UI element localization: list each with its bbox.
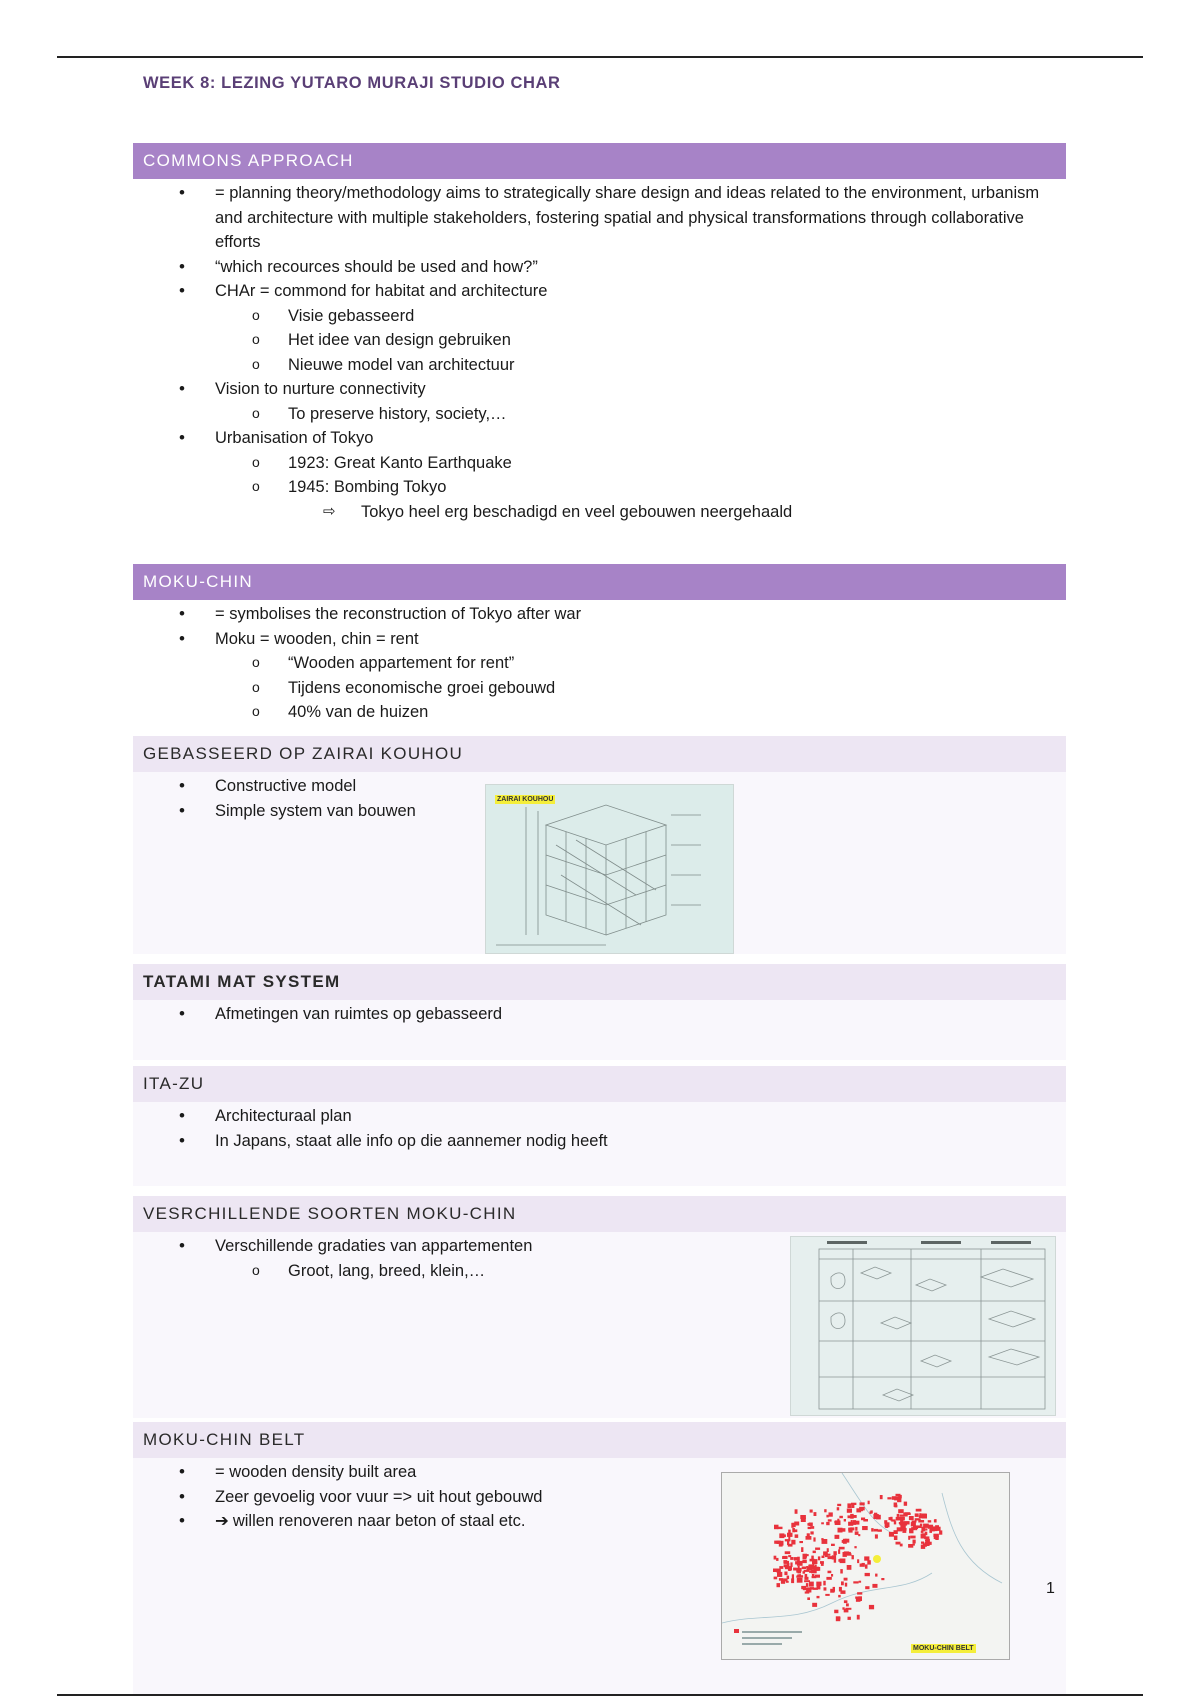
density-mark — [795, 1534, 799, 1538]
density-mark — [806, 1554, 808, 1556]
density-mark — [867, 1560, 871, 1564]
density-mark — [809, 1582, 814, 1587]
density-mark — [865, 1573, 870, 1576]
density-mark — [829, 1512, 833, 1516]
sub-list-item: o Tijdens economische groei gebouwd — [133, 676, 1066, 701]
density-mark — [773, 1569, 779, 1573]
density-mark — [904, 1502, 907, 1506]
density-mark — [874, 1529, 878, 1532]
density-mark — [791, 1578, 794, 1583]
list-item: • In Japans, staat alle info op die aannemer nodig heeft — [133, 1129, 1066, 1154]
mokuchin-list — [133, 600, 1066, 725]
density-mark — [845, 1583, 847, 1587]
density-mark — [810, 1510, 813, 1513]
density-mark — [929, 1529, 932, 1533]
density-mark — [885, 1522, 890, 1527]
apartment-typology-grid — [791, 1237, 1056, 1416]
density-mark — [853, 1581, 858, 1583]
density-mark — [844, 1600, 848, 1603]
density-mark — [834, 1610, 838, 1614]
density-mark — [833, 1587, 835, 1592]
density-mark — [780, 1541, 783, 1546]
density-mark — [822, 1556, 825, 1558]
density-mark — [851, 1503, 856, 1505]
density-mark — [889, 1532, 894, 1537]
density-mark — [801, 1586, 806, 1589]
density-mark — [810, 1559, 815, 1562]
density-mark — [845, 1608, 851, 1610]
section-heading: TATAMI MAT SYSTEM — [133, 964, 1066, 1000]
density-mark — [925, 1540, 927, 1542]
tatami-list — [133, 1000, 1066, 1060]
density-mark — [913, 1526, 918, 1529]
density-mark — [824, 1587, 827, 1590]
density-mark — [920, 1524, 922, 1527]
density-mark — [779, 1578, 783, 1581]
density-mark — [774, 1541, 780, 1544]
density-mark — [904, 1521, 910, 1524]
density-mark — [875, 1574, 877, 1577]
density-mark — [848, 1528, 852, 1532]
density-mark — [801, 1547, 803, 1552]
density-mark — [831, 1544, 835, 1546]
section-moku-chin-belt — [133, 1422, 1066, 1696]
density-mark — [791, 1523, 793, 1528]
arrow-list-item: ⇨ Tokyo heel erg beschadigd en veel gebouwen neergehaald — [133, 500, 1066, 525]
density-mark — [839, 1547, 845, 1550]
density-mark — [839, 1516, 843, 1518]
density-mark — [805, 1591, 810, 1593]
section-commons-approach — [133, 143, 1066, 524]
density-mark — [869, 1605, 874, 1609]
density-mark — [774, 1577, 778, 1580]
density-mark — [911, 1522, 916, 1526]
density-mark — [806, 1583, 809, 1587]
density-mark — [863, 1519, 868, 1522]
density-mark — [794, 1557, 798, 1561]
density-mark — [816, 1567, 820, 1571]
list-item: • Verschillende gradaties van appartementen — [133, 1234, 1066, 1259]
list-item: • Afmetingen van ruimtes op gebasseerd — [133, 1002, 1066, 1027]
density-mark — [853, 1515, 857, 1518]
density-mark — [826, 1522, 829, 1525]
density-mark — [790, 1557, 793, 1560]
density-mark — [934, 1520, 937, 1523]
section-tatami-mat-system — [133, 964, 1066, 1060]
density-mark — [786, 1581, 789, 1583]
density-mark — [813, 1551, 816, 1554]
density-mark — [847, 1503, 851, 1508]
density-mark — [902, 1529, 906, 1533]
density-mark — [923, 1534, 926, 1537]
density-mark — [838, 1549, 840, 1554]
density-mark — [831, 1574, 833, 1577]
section-moku-chin — [133, 564, 1066, 725]
density-mark — [799, 1541, 803, 1543]
list-item: • Vision to nurture connectivity — [133, 377, 1066, 402]
density-mark — [826, 1577, 831, 1580]
density-mark — [838, 1528, 843, 1533]
sub-list-item: o 40% van de huizen — [133, 700, 1066, 725]
density-mark — [783, 1556, 788, 1559]
density-mark — [810, 1587, 814, 1590]
density-mark — [795, 1509, 798, 1514]
density-mark — [774, 1525, 779, 1530]
density-mark — [898, 1509, 904, 1513]
axonometric-frame-drawing — [486, 785, 734, 954]
density-mark — [827, 1548, 829, 1552]
list-item: • “which recources should be used and how?” — [133, 255, 1066, 280]
density-mark — [844, 1578, 848, 1581]
density-mark — [777, 1583, 781, 1587]
density-mark — [894, 1536, 898, 1541]
density-mark — [785, 1551, 791, 1554]
density-mark — [825, 1553, 828, 1557]
density-mark — [870, 1510, 873, 1513]
density-mark — [851, 1520, 853, 1523]
density-mark — [918, 1509, 921, 1512]
density-mark — [823, 1581, 825, 1586]
sub-list-item: o 1945: Bombing Tokyo — [133, 475, 1066, 500]
density-mark — [808, 1527, 812, 1529]
density-mark — [785, 1539, 791, 1541]
density-mark — [847, 1553, 852, 1555]
sub-list-item: o Visie gebasseerd — [133, 304, 1066, 329]
density-mark — [928, 1520, 932, 1522]
list-item: • Urbanisation of Tokyo — [133, 426, 1066, 451]
density-mark — [857, 1615, 860, 1620]
density-mark — [837, 1504, 841, 1506]
itazu-list — [133, 1102, 1066, 1186]
highlight-marker — [873, 1555, 881, 1563]
density-mark — [799, 1575, 803, 1577]
density-mark — [806, 1536, 812, 1540]
density-mark — [812, 1574, 815, 1578]
density-mark — [838, 1595, 841, 1598]
moku-chin-belt-map — [721, 1472, 1010, 1660]
density-mark — [828, 1519, 832, 1521]
density-mark — [812, 1603, 817, 1607]
density-mark — [891, 1519, 895, 1521]
density-mark — [909, 1516, 914, 1520]
section-ita-zu — [133, 1066, 1066, 1186]
sub-list-item: o Nieuwe model van architectuur — [133, 353, 1066, 378]
density-mark — [833, 1551, 836, 1555]
section-soorten-moku-chin — [133, 1196, 1066, 1418]
density-mark — [896, 1542, 901, 1545]
sub-list-item: o 1923: Great Kanto Earthquake — [133, 451, 1066, 476]
tokyo-map — [722, 1473, 1010, 1660]
density-mark — [868, 1501, 870, 1505]
density-mark — [806, 1566, 808, 1568]
density-mark — [903, 1524, 906, 1528]
density-mark — [899, 1517, 905, 1521]
bottom-rule — [57, 1694, 1143, 1696]
density-mark — [921, 1531, 924, 1533]
density-mark — [803, 1555, 807, 1559]
moku-chin-density-marks — [773, 1494, 942, 1621]
density-mark — [860, 1502, 865, 1505]
density-mark — [898, 1495, 902, 1499]
density-mark — [809, 1564, 814, 1567]
density-mark — [894, 1503, 898, 1507]
density-mark — [825, 1594, 829, 1596]
density-mark — [894, 1497, 899, 1501]
section-heading: GEBASSEERD OP ZAIRAI KOUHOU — [133, 736, 1066, 772]
density-mark — [881, 1578, 884, 1580]
density-mark — [918, 1520, 924, 1523]
density-mark — [908, 1544, 913, 1548]
density-mark — [856, 1522, 859, 1525]
density-mark — [817, 1585, 821, 1590]
density-mark — [834, 1521, 839, 1523]
density-mark — [798, 1566, 800, 1570]
density-mark — [919, 1513, 921, 1517]
density-mark — [858, 1534, 860, 1536]
density-mark — [843, 1552, 847, 1557]
density-mark — [854, 1546, 856, 1548]
density-mark — [794, 1529, 797, 1532]
density-mark — [852, 1555, 854, 1559]
density-mark — [814, 1512, 817, 1516]
figure-label: MOKU-CHIN BELT — [913, 1645, 974, 1652]
density-mark — [797, 1578, 803, 1583]
density-mark — [860, 1564, 865, 1567]
density-mark — [857, 1559, 859, 1563]
density-mark — [776, 1558, 778, 1561]
density-mark — [928, 1525, 933, 1529]
sub-list-item: o “Wooden appartement for rent” — [133, 651, 1066, 676]
density-mark — [843, 1539, 847, 1544]
list-item: • Simple system van bouwen — [133, 799, 1066, 824]
density-mark — [894, 1521, 896, 1524]
zairai-kouhou-drawing — [485, 784, 734, 954]
density-mark — [841, 1581, 844, 1585]
section-heading: MOKU-CHIN BELT — [133, 1422, 1066, 1458]
density-mark — [878, 1529, 882, 1531]
density-mark — [813, 1537, 815, 1541]
section-zairai-kouhou — [133, 736, 1066, 954]
density-mark — [855, 1527, 857, 1531]
density-mark — [794, 1522, 799, 1526]
density-mark — [872, 1584, 877, 1588]
density-mark — [784, 1561, 789, 1564]
sub-list-item: o Groot, lang, breed, klein,… — [133, 1259, 1066, 1284]
density-mark — [844, 1519, 846, 1522]
density-mark — [791, 1540, 795, 1545]
list-item: • Architecturaal plan — [133, 1104, 1066, 1129]
density-mark — [826, 1515, 828, 1518]
density-mark — [779, 1566, 783, 1569]
arrow-right-icon: ➔ — [215, 1512, 229, 1530]
figure-label: ZAIRAI KOUHOU — [497, 796, 554, 803]
density-mark — [897, 1514, 900, 1517]
top-rule — [57, 56, 1143, 58]
density-mark — [815, 1548, 820, 1550]
list-item: • = planning theory/methodology aims to strategically share design and ideas related to the environment, urbanism and architecture with multiple stakeholders, fostering spatial and physical transformations through collaborative efforts — [133, 181, 1066, 255]
density-mark — [807, 1597, 810, 1600]
density-mark — [859, 1581, 862, 1583]
density-mark — [921, 1542, 924, 1544]
moku-chin-types-chart — [790, 1236, 1056, 1416]
sub-list-item: o Het idee van design gebruiken — [133, 328, 1066, 353]
density-mark — [915, 1513, 919, 1517]
section-heading: MOKU-CHIN — [133, 564, 1066, 600]
commons-list — [133, 179, 1066, 524]
density-mark — [821, 1538, 823, 1540]
density-mark — [855, 1531, 859, 1535]
list-item: • Constructive model — [133, 774, 1066, 799]
density-mark — [875, 1534, 878, 1538]
density-mark — [804, 1570, 810, 1572]
density-mark — [859, 1507, 865, 1511]
density-mark — [933, 1534, 939, 1537]
density-mark — [792, 1574, 794, 1578]
density-mark — [835, 1535, 840, 1539]
density-mark — [928, 1542, 932, 1545]
page-number: 1 — [1046, 1580, 1055, 1597]
density-mark — [921, 1545, 925, 1549]
density-mark — [912, 1521, 917, 1523]
density-mark — [793, 1568, 797, 1571]
density-mark — [837, 1507, 840, 1510]
density-mark — [887, 1497, 891, 1499]
density-mark — [801, 1518, 806, 1522]
density-mark — [865, 1586, 869, 1589]
density-mark — [840, 1559, 846, 1564]
density-mark — [855, 1597, 860, 1599]
density-mark — [828, 1556, 834, 1559]
density-mark — [824, 1509, 826, 1512]
density-mark — [871, 1528, 873, 1532]
density-mark — [804, 1577, 808, 1580]
density-mark — [874, 1513, 877, 1516]
document-title: WEEK 8: LEZING YUTARO MURAJI STUDIO CHAR — [143, 74, 561, 92]
density-mark — [802, 1567, 806, 1570]
density-mark — [810, 1531, 813, 1534]
density-mark — [857, 1592, 862, 1594]
sub-list-item: o To preserve history, society,… — [133, 402, 1066, 427]
density-mark — [900, 1544, 903, 1547]
density-mark — [809, 1570, 814, 1573]
list-item: • CHAr = commond for habitat and architecture — [133, 279, 1066, 304]
density-mark — [777, 1575, 781, 1577]
density-mark — [939, 1530, 942, 1534]
density-mark — [807, 1523, 812, 1526]
density-mark — [797, 1561, 803, 1566]
density-mark — [839, 1587, 842, 1592]
density-mark — [865, 1564, 868, 1568]
density-mark — [908, 1536, 910, 1540]
density-mark — [848, 1617, 851, 1620]
list-item: • Moku = wooden, chin = rent — [133, 627, 1066, 652]
density-mark — [925, 1528, 927, 1530]
density-mark — [802, 1560, 806, 1563]
section-heading: ITA-ZU — [133, 1066, 1066, 1102]
density-mark — [828, 1571, 832, 1574]
density-mark — [853, 1520, 856, 1525]
density-mark — [840, 1569, 843, 1573]
section-heading: COMMONS APPROACH — [133, 143, 1066, 179]
list-item: • = symbolises the reconstruction of Tokyo after war — [133, 602, 1066, 627]
list-item: • Zeer gevoelig voor vuur => uit hout gebouwd — [133, 1485, 1066, 1510]
density-mark — [787, 1533, 793, 1537]
list-item: • = wooden density built area — [133, 1460, 1066, 1485]
density-mark — [910, 1536, 915, 1539]
density-mark — [864, 1556, 869, 1560]
density-mark — [821, 1562, 824, 1566]
density-mark — [788, 1555, 791, 1557]
density-mark — [847, 1565, 852, 1570]
density-mark — [903, 1513, 905, 1516]
section-heading: VESRCHILLENDE SOORTEN MOKU-CHIN — [133, 1196, 1066, 1232]
density-mark — [817, 1596, 820, 1598]
density-mark — [848, 1515, 853, 1518]
list-item-text: willen renoveren naar beton of staal etc. — [232, 1512, 526, 1530]
density-mark — [862, 1526, 868, 1530]
density-mark — [818, 1556, 820, 1560]
density-mark — [774, 1556, 777, 1560]
density-mark — [821, 1522, 824, 1524]
density-mark — [880, 1495, 883, 1499]
density-mark — [933, 1526, 937, 1529]
density-mark — [847, 1509, 852, 1513]
density-mark — [784, 1572, 787, 1576]
density-mark — [779, 1533, 784, 1538]
density-mark — [834, 1555, 836, 1560]
density-mark — [913, 1540, 916, 1544]
density-mark — [846, 1603, 849, 1606]
density-mark — [837, 1617, 841, 1620]
density-mark — [896, 1517, 900, 1521]
